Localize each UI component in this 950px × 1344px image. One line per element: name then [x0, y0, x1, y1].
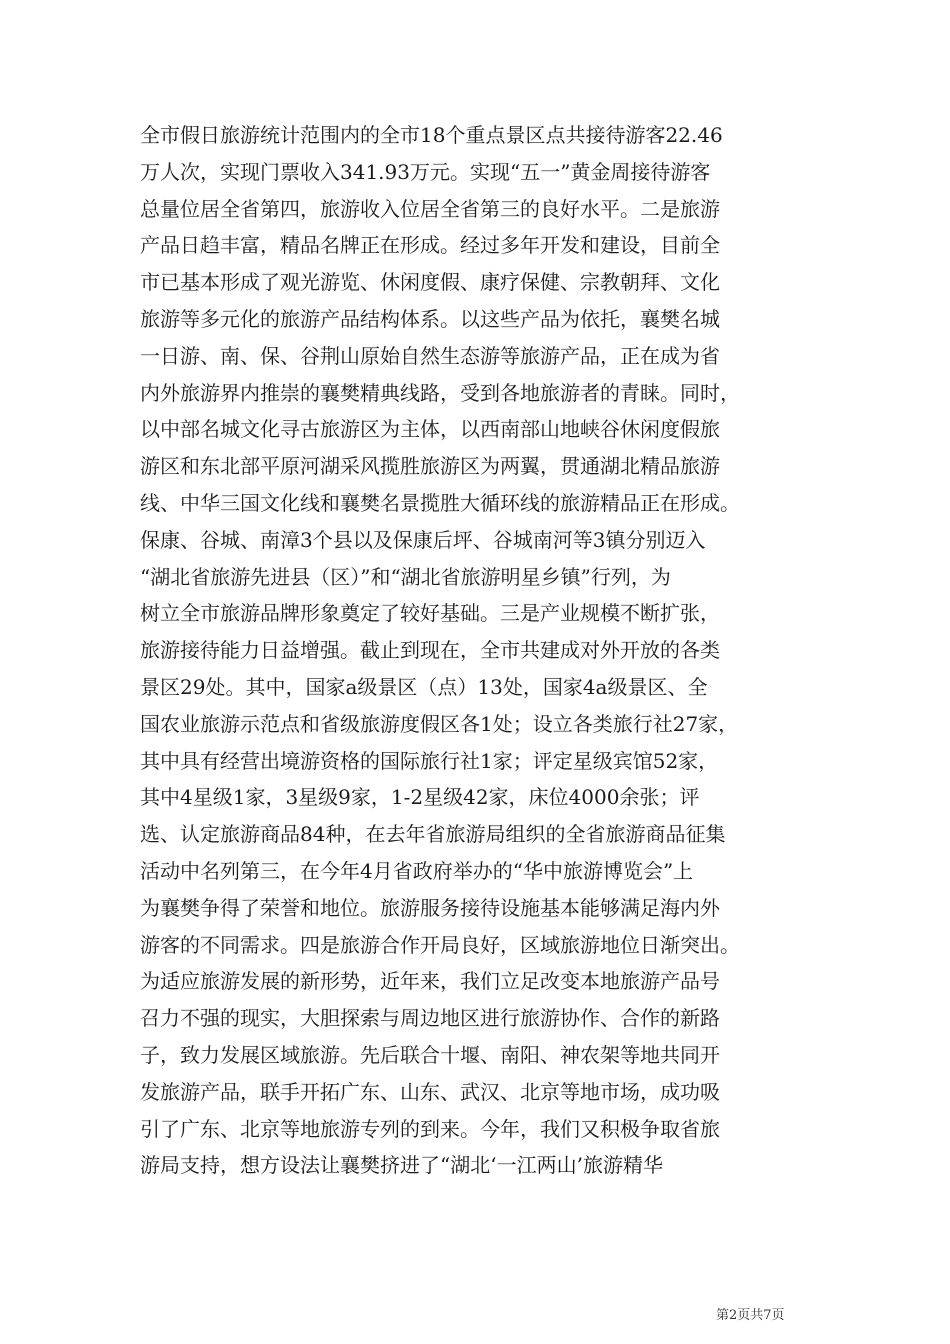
text-line: 子，致力发展区域旅游。先后联合十堰、南阳、神农架等地共同开 [140, 1042, 720, 1067]
text-line: 线、中华三国文化线和襄樊名景揽胜大循环线的旅游精品正在形成。 [140, 490, 740, 515]
text-line: 活动中名列第三，在今年4月省政府举办的“华中旅游博览会”上 [140, 858, 694, 883]
text-line: 树立全市旅游品牌形象奠定了较好基础。三是产业规模不断扩张， [140, 601, 720, 626]
text-line: 内外旅游界内推崇的襄樊精典线路，受到各地旅游者的青睐。同时， [140, 380, 740, 405]
text-line: 为襄樊争得了荣誉和地位。旅游服务接待设施基本能够满足海内外 [140, 895, 720, 920]
text-line: 其中4星级1家，3星级9家，1-2星级42家，床位4000余张；评 [140, 785, 700, 810]
text-line: 旅游等多元化的旅游产品结构体系。以这些产品为依托，襄樊名城 [140, 306, 720, 331]
text-line: 引了广东、北京等地旅游专列的到来。今年，我们又积极争取省旅 [140, 1116, 720, 1141]
page-number: 第2页共7页 [716, 1308, 785, 1323]
body-text [140, 117, 812, 1184]
text-line: 其中具有经营出境游资格的国际旅行社1家；评定星级宾馆52家， [140, 748, 719, 773]
text-line: 保康、谷城、南漳3个县以及保康后坪、谷城南河等3镇分别迈入 [140, 527, 706, 552]
text-line: 召力不强的现实，大胆探索与周边地区进行旅游协作、合作的新路 [140, 1006, 720, 1031]
text-line: 市已基本形成了观光游览、休闲度假、康疗保健、宗教朝拜、文化 [140, 270, 720, 295]
text-line: “湖北省旅游先进县（区）”和“湖北省旅游明星乡镇”行列，为 [140, 564, 671, 589]
text-line: 国农业旅游示范点和省级旅游度假区各1处；设立各类旅行社27家， [140, 711, 739, 736]
text-line: 产品日趋丰富，精品名牌正在形成。经过多年开发和建设，目前全 [140, 233, 720, 258]
text-line: 以中部名城文化寻古旅游区为主体，以西南部山地峡谷休闲度假旅 [140, 417, 720, 442]
text-line: 游区和东北部平原河湖采风揽胜旅游区为两翼，贯通湖北精品旅游 [140, 454, 720, 479]
text-line: 选、认定旅游商品84种，在去年省旅游局组织的全省旅游商品征集 [140, 822, 726, 847]
text-line: 总量位居全省第四，旅游收入位居全省第三的良好水平。二是旅游 [140, 196, 720, 221]
text-line: 游客的不同需求。四是旅游合作开局良好，区域旅游地位日渐突出。 [140, 932, 740, 957]
text-line: 为适应旅游发展的新形势，近年来，我们立足改变本地旅游产品号 [140, 969, 720, 994]
text-line: 发旅游产品，联手开拓广东、山东、武汉、北京等地市场，成功吸 [140, 1079, 720, 1104]
text-line: 一日游、南、保、谷荆山原始自然生态游等旅游产品，正在成为省 [140, 343, 720, 368]
text-line: 万人次，实现门票收入341.93万元。实现“五一”黄金周接待游客 [140, 159, 711, 184]
text-line: 景区29处。其中，国家a级景区（点）13处，国家4a级景区、全 [140, 674, 708, 699]
text-line: 旅游接待能力日益增强。截止到现在，全市共建成对外开放的各类 [140, 638, 720, 663]
text-line: 全市假日旅游统计范围内的全市18个重点景区点共接待游客22.46 [140, 123, 723, 147]
text-line: 游局支持，想方设法让襄樊挤进了“湖北‘一江两山’旅游精华 [140, 1153, 663, 1178]
